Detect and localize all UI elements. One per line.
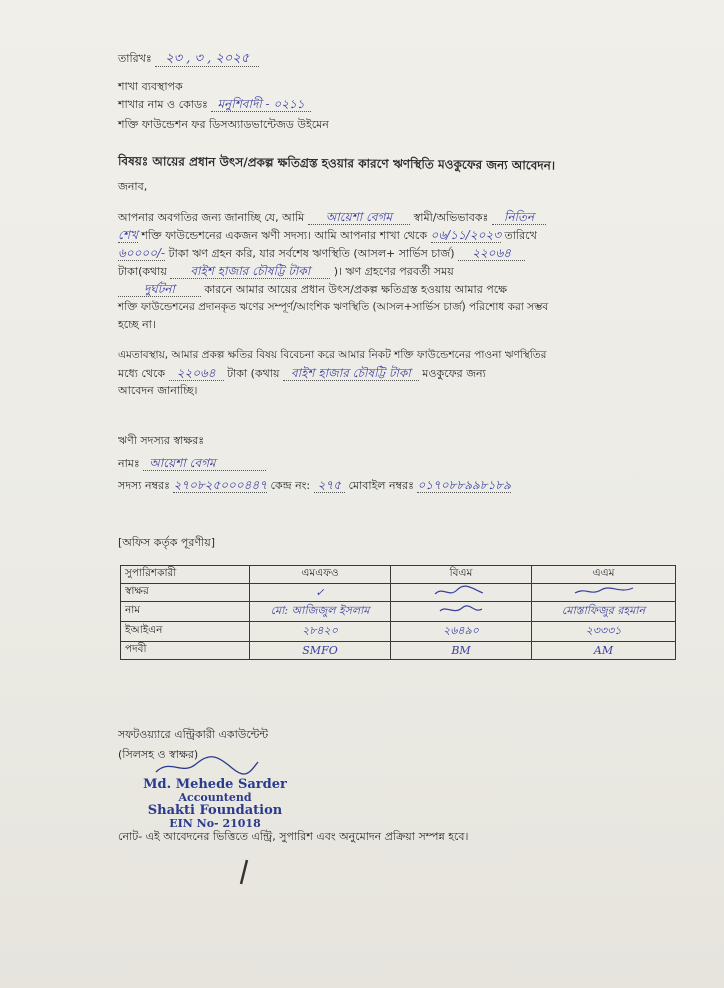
para2-text-b: মধ্যে থেকে [118,367,166,380]
center-no-handwritten: ২৭৫ [314,478,345,493]
subject-line: বিষয়ঃ আয়ের প্রধান উৎস/প্রকল্প ক্ষতিগ্রস্ত হওয়ার কারণে ঋণস্থিতি মওকুফের জন্য আবেদন। [117,154,556,173]
signature-cell [391,584,532,602]
value-cell: SMFO [250,642,391,660]
para1-text-c: শক্তি ফাউন্ডেশনের একজন ঋণী সদস্য। আমি আপনার শাখা থেকে [141,229,428,242]
loan-date-handwritten: ০৬/১১/২০২৩ [430,228,502,242]
accountant-title: সফটওয়্যারে এন্ট্রিকারী একাউন্টেন্ট [118,728,269,741]
balance-words-handwritten: বাইশ হাজার চৌষট্টি টাকা [170,264,330,279]
para1-text-a: আপনার অবগতির জন্য জানাচ্ছি যে, আমি [118,211,305,224]
value-cell: ২৬৪৯০ [391,622,532,642]
para1-line6: শক্তি ফাউন্ডেশনের প্রদানকৃত ঋণের সম্পূর্ণ/আংশিক ঋণস্থিতি (আসল+সার্ভিস চার্জ) পরিশোধ করা সম্ভব [118,301,549,313]
para1-line4 [118,264,454,279]
signature-cell [532,584,676,602]
recipient-title: শাখা ব্যবস্থাপক [118,80,183,93]
office-table [120,565,676,660]
stamp-ein: EIN No- 21018 [169,817,261,830]
handwritten-signature-icon [569,584,639,598]
member-name-label: নামঃ [118,457,140,470]
accountant-seal-label: (সিলসহ ও স্বাক্ষর) [118,748,199,761]
signature-cell: ✓ [250,584,391,602]
member-numbers-line [118,478,511,493]
handwritten-signature-icon [436,603,486,617]
loan-amount-handwritten: ৬০০০০/- [118,246,166,260]
value-cell: মোস্তাফিজুর রহমান [532,602,676,622]
ink-mark-icon [238,858,250,886]
applicant-name-handwritten: আয়েশা বেগম [308,210,410,225]
cause-handwritten: দুর্ঘটনা [118,282,201,297]
para1-text-d: তারিখে [504,229,537,242]
mobile-no-label: মোবাইল নম্বরঃ [348,479,414,492]
member-no-handwritten: ২৭০৮২৫০০০৪৪৭ [173,478,268,492]
value-cell: ২৮৪২০ [250,622,391,642]
para1-text-f: টাকা(কথায় [118,265,167,278]
organization-name: শক্তি ফাউন্ডেশন ফর ডিসঅ্যাডভান্টেজড উইমেন [118,118,329,131]
para1-text-e: টাকা ঋণ গ্রহন করি, যার সর্বশেষ ঋণস্থিতি (আসল+ সার্ভিস চার্জ) [168,247,455,260]
para1-line5 [118,282,507,297]
accountant-stamp [140,778,290,830]
waive-amount-handwritten: ২২০৬৪ [169,366,224,381]
accountant-signature-icon [152,752,262,780]
para2-line3: আবেদন জানাচ্ছি। [118,384,198,397]
value-cell: AM [532,642,676,660]
center-no-label: কেন্দ্র নং: [270,479,311,492]
header-cell: বিএম [391,566,532,584]
para1-text-h: কারনে আমার আয়ের প্রধান উৎস/প্রকল্প ক্ষতিগ্রস্ত হওয়ায় আমার পক্ষে [204,283,508,296]
header-cell: এএম [532,566,676,584]
table-row [121,602,676,622]
para1-line3 [118,246,525,261]
guardian-surname-handwritten: শেখ [118,228,138,242]
header-cell: সুপারিশকারী [121,566,250,584]
mobile-no-handwritten: ০১৭০৮৮৯৯৮১৮৯ [417,478,511,492]
table-row [121,642,676,660]
para1-text-b: স্বামী/অভিভাবকঃ [413,211,489,224]
office-table-header [121,566,676,584]
value-cell: ২৩৩৩১ [532,622,676,642]
member-name-line [118,456,266,471]
para1-text-g: )। ঋণ গ্রহণের পরবর্তী সময় [333,265,454,278]
date-value: ২৩ , ৩ , ২০২৫ [155,52,259,67]
para2-text-d: মওকুফের জন্য [422,367,486,380]
note-line: নোট- এই আবেদনের ভিত্তিতে এন্ট্রি, সুপারিশ এবং অনুমোদন প্রক্রিয়া সম্পন্ন হবে। [118,830,469,843]
para2-line2 [118,366,486,381]
branch-label: শাখার নাম ও কোডঃ [118,98,208,111]
date-label: তারিখঃ [118,52,152,65]
row-label: নাম [121,602,250,622]
header-cell: এমএফও [250,566,391,584]
row-label: স্বাক্ষর [121,584,250,602]
date-line [118,52,259,67]
handwritten-signature-icon [431,584,491,598]
para2-line1: এমতাবস্থায়, আমার প্রকল্প ক্ষতির বিষয় বিবেচনা করে আমার নিকট শক্তি ফাউন্ডেশনের পাওনা ঋণস্থিতির [118,349,547,361]
guardian-name-handwritten: নিতিন [492,210,546,225]
stamp-name: Md. Mehede Sarder [143,777,287,792]
member-no-label: সদস্য নম্বরঃ [118,479,170,492]
row-label: পদবী [121,642,250,660]
para1-line7: হচ্ছে না। [118,318,156,331]
value-cell: মো: আজিজুল ইসলাম [250,602,391,622]
value-cell: BM [391,642,532,660]
waive-words-handwritten: বাইশ হাজার চৌষট্টি টাকা [283,366,419,381]
branch-line [118,97,311,112]
salutation: জনাব, [118,180,148,193]
member-name-handwritten: আয়েশা বেগম [143,456,265,471]
member-signature-label: ঋণী সদস্যর স্বাক্ষরঃ [118,434,205,447]
stamp-title: Accountend [178,791,252,804]
para2-text-c: টাকা (কথায় [227,367,280,380]
table-row [121,622,676,642]
stamp-organization: Shakti Foundation [147,803,283,818]
branch-value: মনুশিবাদী - ০২১১ [211,97,310,112]
para1-line1 [118,210,546,225]
office-caption: [অফিস কর্তৃক পূরণীয়] [118,536,215,549]
table-row [121,584,676,602]
row-label: ইআইএন [121,622,250,642]
para1-line2 [118,228,537,243]
balance-handwritten: ২২০৬৪ [458,246,525,261]
value-cell [391,602,532,622]
